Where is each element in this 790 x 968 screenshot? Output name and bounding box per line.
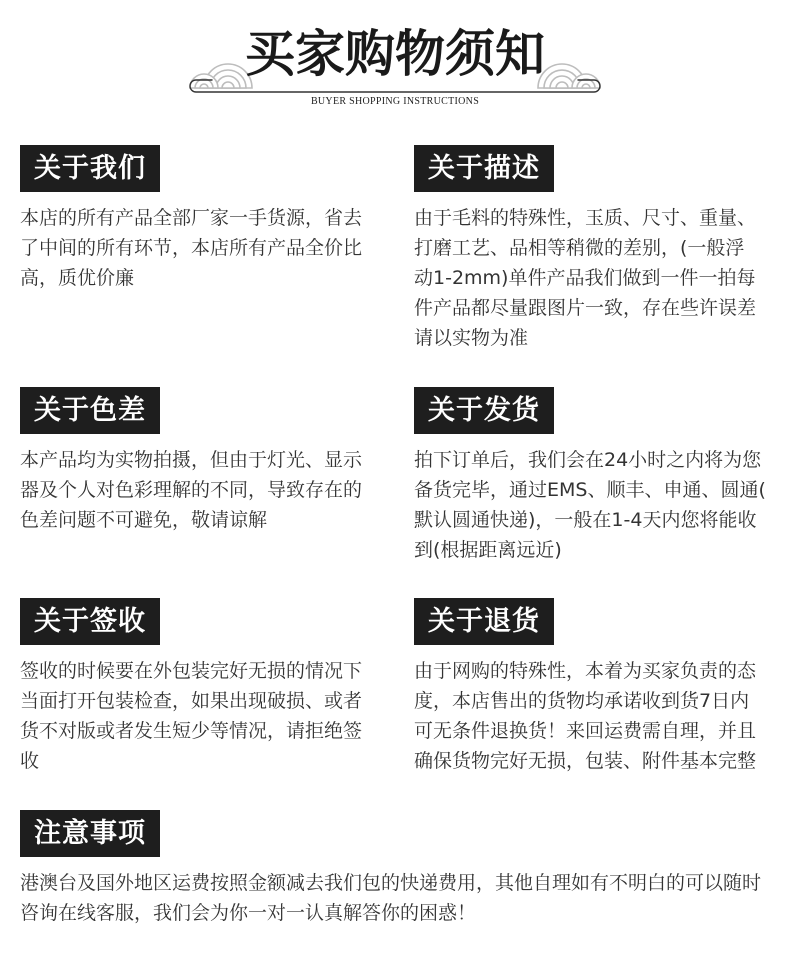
body-text-line: 拍下订单后，我们会在24小时之内将为您	[414, 449, 762, 471]
section-body	[20, 203, 382, 293]
body-text-line: 打磨工艺、品相等稍微的差别，(一般浮	[414, 237, 745, 259]
section-heading: 关于退货	[414, 598, 554, 645]
body-text-line: 港澳台及国外地区运费按照金额减去我们包的快递费用，其他自理如有不明白的可以随时	[20, 872, 762, 894]
body-text-line: 由于毛料的特殊性，玉质、尺寸、重量、	[414, 207, 757, 229]
body-text-line: 签收的时候要在外包装完好无损的情况下	[20, 660, 363, 682]
section-heading: 关于描述	[414, 145, 554, 192]
section-about-shipping	[414, 387, 776, 565]
body-text-line: 器及个人对色彩理解的不同，导致存在的	[20, 479, 363, 501]
section-about-returns	[414, 598, 776, 776]
section-heading: 关于色差	[20, 387, 160, 434]
body-text-line: 色差问题不可避免，敬请谅解	[20, 509, 268, 531]
section-body	[414, 656, 776, 776]
body-text-line: 备货完毕，通过EMS、顺丰、申通、圆通(	[414, 479, 766, 501]
body-text-line: 由于网购的特殊性，本着为买家负责的态	[414, 660, 757, 682]
page-title: 买家购物须知	[245, 24, 545, 83]
body-text-line: 咨询在线客服，我们会为你一对一认真解答你的困惑！	[20, 902, 477, 924]
section-about-description	[414, 145, 776, 353]
section-body	[414, 445, 776, 565]
section-heading: 关于签收	[20, 598, 160, 645]
body-text-line: 货不对版或者发生短少等情况，请拒绝签	[20, 720, 363, 742]
section-about-us	[20, 145, 382, 293]
section-body	[414, 203, 776, 353]
section-about-color-difference	[20, 387, 382, 535]
body-text-line: 动1-2mm)单件产品我们做到一件一拍每	[414, 267, 756, 289]
body-text-line: 请以实物为准	[414, 327, 529, 349]
body-text-line: 当面打开包装检查，如果出现破损、或者	[20, 690, 363, 712]
body-text-line: 收	[20, 750, 40, 772]
body-text-line: 到(根据距离远近)	[414, 539, 562, 561]
page-subtitle: BUYER SHOPPING INSTRUCTIONS	[310, 96, 480, 107]
section-body	[20, 656, 382, 776]
body-text-line: 了中间的所有环节，本店所有产品全价比	[20, 237, 363, 259]
body-text-line: 确保货物完好无损，包装、附件基本完整	[414, 750, 757, 772]
section-body	[20, 445, 382, 535]
section-notes	[20, 810, 780, 928]
section-heading: 关于我们	[20, 145, 160, 192]
body-text-line: 高，质优价廉	[20, 267, 135, 289]
body-text-line: 件产品都尽量跟图片一致，存在些许误差	[414, 297, 757, 319]
body-text-line: 本产品均为实物拍摄，但由于灯光、显示	[20, 449, 363, 471]
body-text-line: 默认圆通快递)，一般在1-4天内您将能收	[414, 509, 757, 531]
section-about-signing	[20, 598, 382, 776]
body-text-line: 可无条件退换货！来回运费需自理，并且	[414, 720, 757, 742]
body-text-line: 度，本店售出的货物均承诺收到货7日内	[414, 690, 750, 712]
section-body	[20, 868, 780, 928]
body-text-line: 本店的所有产品全部厂家一手货源，省去	[20, 207, 363, 229]
section-heading: 关于发货	[414, 387, 554, 434]
section-heading: 注意事项	[20, 810, 160, 857]
